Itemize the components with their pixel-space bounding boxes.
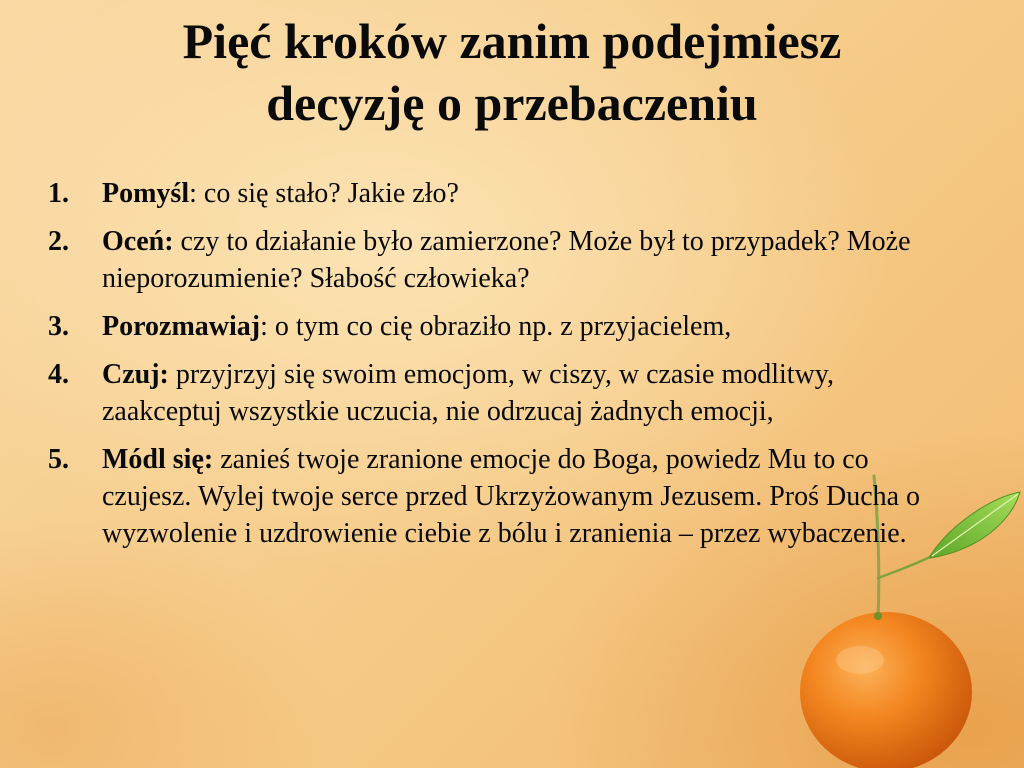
item-term: Czuj: bbox=[102, 359, 169, 390]
slide-title-line-1: Pięć kroków zanim podejmiesz bbox=[182, 13, 842, 69]
item-number: 1. bbox=[48, 178, 69, 209]
steps-list bbox=[48, 175, 953, 563]
item-number: 2. bbox=[48, 226, 69, 257]
list-item bbox=[48, 356, 953, 430]
item-text: przyjrzyj się swoim emocjom, w ciszy, w czasie modlitwy, zaakceptuj wszystkie uczucia, nie odrzucaj żadnych emocji, bbox=[102, 359, 834, 427]
item-text: : co się stało? Jakie zło? bbox=[189, 178, 459, 209]
item-text: czy to działanie było zamierzone? Może był to przypadek? Może nieporozumienie? Słabość człowieka? bbox=[102, 226, 911, 294]
item-number: 3. bbox=[48, 311, 69, 342]
item-term: Porozmawiaj bbox=[102, 311, 261, 342]
slide-title bbox=[40, 10, 984, 134]
item-number: 4. bbox=[48, 359, 69, 390]
item-term: Oceń: bbox=[102, 226, 174, 257]
list-item bbox=[48, 223, 953, 297]
list-item bbox=[48, 308, 953, 345]
item-term: Pomyśl bbox=[102, 178, 190, 209]
item-term: Módl się: bbox=[102, 444, 214, 475]
item-text: : o tym co cię obraziło np. z przyjacielem, bbox=[260, 311, 732, 342]
item-number: 5. bbox=[48, 444, 69, 475]
list-item bbox=[48, 441, 953, 552]
list-item bbox=[48, 175, 953, 212]
item-text: zanieś twoje zranione emocje do Boga, powiedz Mu to co czujesz. Wylej twoje serce przed Ukrzyżowanym Jezusem. Proś Ducha o wyzwolenie i uzdrowienie ciebie z bólu i zranienia – przez wybaczenie. bbox=[102, 444, 921, 549]
slide-title-line-2: decyzję o przebaczeniu bbox=[266, 75, 758, 131]
